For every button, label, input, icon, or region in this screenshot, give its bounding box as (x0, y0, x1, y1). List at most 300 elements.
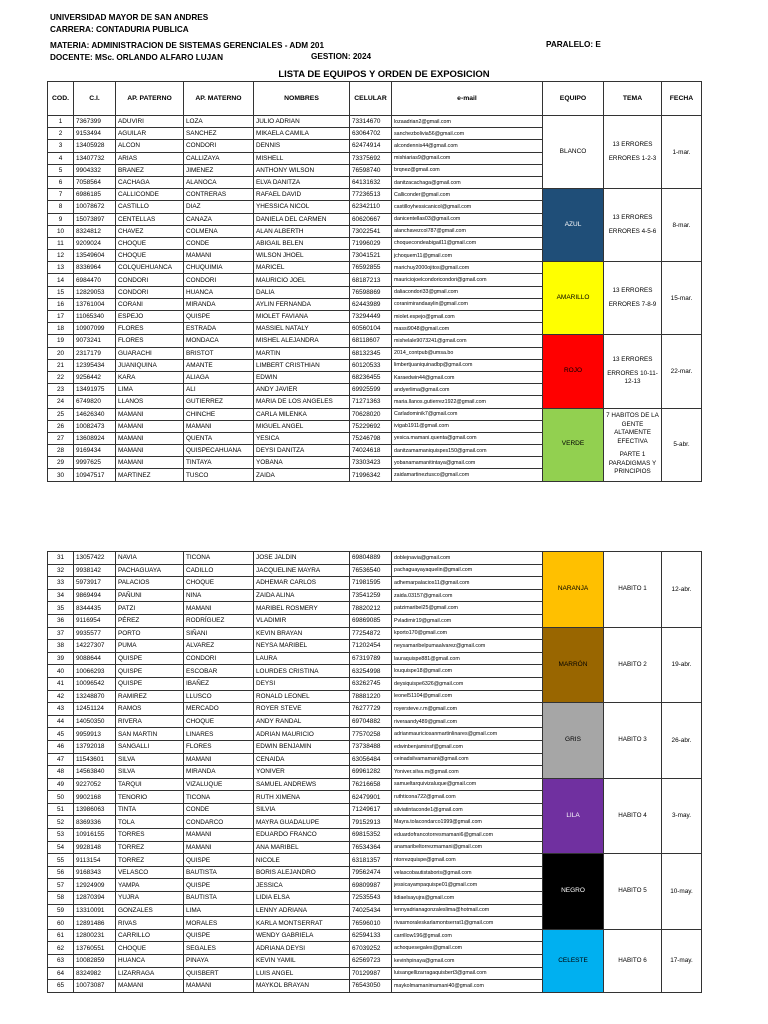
cod-cell: 60 (48, 917, 74, 930)
cod-cell: 58 (48, 892, 74, 905)
ci-cell: 13491975 (74, 384, 116, 396)
paternal-surname-cell: TENORIO (116, 791, 184, 804)
cod-cell: 53 (48, 829, 74, 842)
ci-cell: 2317179 (74, 347, 116, 359)
ci-cell: 9116954 (74, 614, 116, 627)
cod-cell: 14 (48, 274, 74, 286)
phone-cell: 76277729 (350, 703, 392, 716)
cod-cell: 9 (48, 213, 74, 225)
paternal-surname-cell: CHOQUE (116, 942, 184, 955)
ci-cell: 10073087 (74, 980, 116, 993)
given-names-cell: ADHEMAR CARLOS (254, 577, 350, 590)
cod-cell: 10 (48, 225, 74, 237)
maternal-surname-cell: QUENTA (184, 432, 254, 444)
paternal-surname-cell: MAMANI (116, 408, 184, 420)
given-names-cell: KEVIN BRAYAN (254, 627, 350, 640)
paternal-surname-cell: VELASCO (116, 866, 184, 879)
email-cell: ntorrezquispe@gmail.com (392, 854, 543, 867)
email-cell: yobanamamanitintaya@gmail.com (392, 457, 543, 469)
ci-cell: 13608924 (74, 432, 116, 444)
paternal-surname-cell: SANGALLI (116, 740, 184, 753)
given-names-cell: JULIO ADRIAN (254, 116, 350, 128)
given-names-cell: WENDY GABRIELA (254, 929, 350, 942)
paternal-surname-cell: FLORES (116, 335, 184, 347)
given-names-cell: MISHELL (254, 152, 350, 164)
table-row (48, 627, 702, 640)
date-cell: 15-mar. (662, 262, 702, 335)
maternal-surname-cell: CHUQUIMIA (184, 262, 254, 274)
cod-cell: 8 (48, 201, 74, 213)
email-cell: alcondennis44@gmail.com (392, 140, 543, 152)
phone-cell: 63262745 (350, 677, 392, 690)
cod-cell: 31 (48, 552, 74, 565)
phone-cell: 64131632 (350, 176, 392, 188)
topic-cell (604, 627, 662, 703)
given-names-cell: CENAIDA (254, 753, 350, 766)
cod-cell: 19 (48, 335, 74, 347)
ci-cell: 10066293 (74, 665, 116, 678)
ci-cell: 10082473 (74, 420, 116, 432)
ci-cell: 9904332 (74, 164, 116, 176)
paternal-surname-cell: CONDORI (116, 274, 184, 286)
maternal-surname-cell: LINARES (184, 728, 254, 741)
ci-cell: 13405928 (74, 140, 116, 152)
maternal-surname-cell: BRISTOT (184, 347, 254, 359)
paternal-surname-cell: ESPEJO (116, 311, 184, 323)
ci-cell: 9935577 (74, 627, 116, 640)
email-cell: yesica.mamani.quenta@gmail.com (392, 432, 543, 444)
phone-cell: 72535543 (350, 892, 392, 905)
topic-line: ERRORES 4-5-6 (608, 227, 657, 235)
given-names-cell: YOBANA (254, 457, 350, 469)
ci-cell: 10078672 (74, 201, 116, 213)
paternal-surname-cell: COLQUEHUANCA (116, 262, 184, 274)
ci-cell: 13407732 (74, 152, 116, 164)
phone-cell: 79562474 (350, 866, 392, 879)
given-names-cell: EDUARDO FRANCO (254, 829, 350, 842)
email-cell: lennyadrianagonzaleslima@hotmail.com (392, 904, 543, 917)
maternal-surname-cell: LIMA (184, 904, 254, 917)
given-names-cell: RAFAEL DAVID (254, 189, 350, 201)
date-cell: 5-abr. (662, 408, 702, 481)
maternal-surname-cell: MAMANI (184, 753, 254, 766)
email-cell: zaidamartineztusco@gmail.com (392, 469, 543, 481)
phone-cell: 73303423 (350, 457, 392, 469)
maternal-surname-cell: ESTRADA (184, 323, 254, 335)
topic-line: 13 ERRORES (612, 287, 653, 295)
given-names-cell: ELVA DANITZA (254, 176, 350, 188)
phone-cell: 68132345 (350, 347, 392, 359)
paternal-surname-cell: QUISPE (116, 652, 184, 665)
ci-cell: 9168343 (74, 866, 116, 879)
topic-line: HABITO 4 (618, 811, 647, 819)
paternal-surname-cell: CENTELLAS (116, 213, 184, 225)
ci-cell: 9997625 (74, 457, 116, 469)
ci-cell: 12829053 (74, 286, 116, 298)
table-row (48, 778, 702, 791)
given-names-cell: ZAIDA (254, 469, 350, 481)
cod-cell: 30 (48, 469, 74, 481)
email-cell: achoquesegales@gmail.com (392, 942, 543, 955)
given-names-cell: MIKAELA CAMILA (254, 128, 350, 140)
table-row (48, 116, 702, 128)
paternal-surname-cell: CASTILLO (116, 201, 184, 213)
career-label: CARRERA: CONTADURIA PUBLICA (50, 25, 189, 34)
ci-cell: 8344435 (74, 602, 116, 615)
cod-cell: 52 (48, 816, 74, 829)
given-names-cell: NICOLE (254, 854, 350, 867)
date-cell: 8-mar. (662, 189, 702, 262)
cod-cell: 44 (48, 715, 74, 728)
ci-cell: 7058564 (74, 176, 116, 188)
phone-cell: 60120533 (350, 359, 392, 371)
paternal-surname-cell: MAMANI (116, 445, 184, 457)
given-names-cell: JACQUELINE MAYRA (254, 564, 350, 577)
phone-cell: 60620667 (350, 213, 392, 225)
email-cell: lozaadrian2@gmail.com (392, 116, 543, 128)
phone-cell: 78881220 (350, 690, 392, 703)
phone-cell: 69704882 (350, 715, 392, 728)
given-names-cell: ALAN ALBERTH (254, 225, 350, 237)
email-cell: rivasmoraleskarlamontserrat1@gmail.com (392, 917, 543, 930)
given-names-cell: DEYSI DANITZA (254, 445, 350, 457)
topic-line: 13 ERRORES (612, 214, 653, 222)
maternal-surname-cell: CHINCHE (184, 408, 254, 420)
email-cell: riveraandy489@gmail.com (392, 715, 543, 728)
phone-cell: 60560104 (350, 323, 392, 335)
given-names-cell: MARICEL (254, 262, 350, 274)
email-cell: ruthticona722@gmail.com (392, 791, 543, 804)
col-header: FECHA (662, 82, 702, 116)
ci-cell: 8324812 (74, 225, 116, 237)
phone-cell: 73375692 (350, 152, 392, 164)
given-names-cell: LENNY ADRIANA (254, 904, 350, 917)
paternal-surname-cell: QUISPE (116, 677, 184, 690)
given-names-cell: JESSICA (254, 879, 350, 892)
given-names-cell: ANA MARIBEL (254, 841, 350, 854)
phone-cell: 73022541 (350, 225, 392, 237)
given-names-cell: ANDY RANDAL (254, 715, 350, 728)
given-names-cell: YONIVER (254, 766, 350, 779)
maternal-surname-cell: QUISPE (184, 854, 254, 867)
topic-cell (604, 262, 662, 335)
ci-cell: 12891486 (74, 917, 116, 930)
phone-cell: 69961282 (350, 766, 392, 779)
phone-cell: 76598869 (350, 286, 392, 298)
email-cell: deysiquispe6326@gmail.com (392, 677, 543, 690)
given-names-cell: SAMUEL ANDREWS (254, 778, 350, 791)
given-names-cell: LUIS ANGEL (254, 967, 350, 980)
phone-cell: 63056484 (350, 753, 392, 766)
university-name: UNIVERSIDAD MAYOR DE SAN ANDRES (50, 13, 209, 22)
cod-cell: 2 (48, 128, 74, 140)
maternal-surname-cell: MAMANI (184, 602, 254, 615)
topic-cell (604, 778, 662, 854)
maternal-surname-cell: SIÑANI (184, 627, 254, 640)
maternal-surname-cell: PINAYA (184, 955, 254, 968)
paternal-surname-cell: YUJRA (116, 892, 184, 905)
topic-line: 7 HABITOS DE LA (606, 412, 659, 420)
topic-cell (604, 552, 662, 628)
email-cell: jchoquem11@gmail.com (392, 250, 543, 262)
maternal-surname-cell: BAUTISTA (184, 866, 254, 879)
maternal-surname-cell: MERCADO (184, 703, 254, 716)
ci-cell: 12924909 (74, 879, 116, 892)
given-names-cell: MIOLET FAVIANA (254, 311, 350, 323)
team-cell: GRIS (543, 703, 604, 779)
email-cell: 2014_contpub@umsa.bo (392, 347, 543, 359)
cod-cell: 15 (48, 286, 74, 298)
ci-cell: 6986185 (74, 189, 116, 201)
paternal-surname-cell: PÉREZ (116, 614, 184, 627)
paternal-surname-cell: HUANCA (116, 955, 184, 968)
cod-cell: 17 (48, 311, 74, 323)
maternal-surname-cell: CONDARCO (184, 816, 254, 829)
phone-cell: 74024618 (350, 445, 392, 457)
email-cell: kevinhpinaya@gmail.com (392, 955, 543, 968)
team-cell: ROJO (543, 335, 604, 408)
email-cell: edwinbenjaminsf@gmail.com (392, 740, 543, 753)
given-names-cell: NEYSA MARIBEL (254, 640, 350, 653)
phone-cell: 63064702 (350, 128, 392, 140)
ci-cell: 7367399 (74, 116, 116, 128)
email-cell: maykolmamanimamani40@gmail.com (392, 980, 543, 993)
given-names-cell: MASSIEL NATALY (254, 323, 350, 335)
given-names-cell: DANIELA DEL CARMEN (254, 213, 350, 225)
cod-cell: 25 (48, 408, 74, 420)
phone-cell: 68118607 (350, 335, 392, 347)
cod-cell: 38 (48, 640, 74, 653)
page-title: LISTA DE EQUIPOS Y ORDEN DE EXPOSICION (278, 69, 490, 80)
ci-cell: 10947517 (74, 469, 116, 481)
maternal-surname-cell: SANCHEZ (184, 128, 254, 140)
date-cell: 3-may. (662, 778, 702, 854)
ci-cell: 14626340 (74, 408, 116, 420)
paternal-surname-cell: PALACIOS (116, 577, 184, 590)
cod-cell: 45 (48, 728, 74, 741)
email-cell: maria.llanos.gutierrez1922@gmail.com (392, 396, 543, 408)
phone-cell: 69869085 (350, 614, 392, 627)
maternal-surname-cell: CALLIZAYA (184, 152, 254, 164)
given-names-cell: YESICA (254, 432, 350, 444)
cod-cell: 22 (48, 371, 74, 383)
paternal-surname-cell: MAMANI (116, 980, 184, 993)
paternal-surname-cell: SAN MARTIN (116, 728, 184, 741)
cod-cell: 62 (48, 942, 74, 955)
cod-cell: 63 (48, 955, 74, 968)
maternal-surname-cell: CANAZA (184, 213, 254, 225)
maternal-surname-cell: NINA (184, 589, 254, 602)
topic-cell (604, 854, 662, 930)
cod-cell: 57 (48, 879, 74, 892)
ci-cell: 15073897 (74, 213, 116, 225)
given-names-cell: MISHEL ALEJANDRA (254, 335, 350, 347)
email-cell: kporto170@gmail.com (392, 627, 543, 640)
phone-cell: 69925599 (350, 384, 392, 396)
email-cell: Karaedwin44@gmail.com (392, 371, 543, 383)
col-header: TEMA (604, 82, 662, 116)
table-row (48, 854, 702, 867)
paternal-surname-cell: KARA (116, 371, 184, 383)
cod-cell: 32 (48, 564, 74, 577)
email-cell: neysamaribelpumaalvarez@gmail.com (392, 640, 543, 653)
paternal-surname-cell: RAMOS (116, 703, 184, 716)
col-header: e-mail (392, 82, 543, 116)
email-cell: lauraquispe881@gmail.com (392, 652, 543, 665)
ci-cell: 9088644 (74, 652, 116, 665)
team-cell: NARANJA (543, 552, 604, 628)
paternal-surname-cell: QUISPE (116, 665, 184, 678)
ci-cell: 9227052 (74, 778, 116, 791)
topic-cell (604, 408, 662, 481)
email-cell: danicentellas03@gmail.com (392, 213, 543, 225)
maternal-surname-cell: QUISPECAHUANA (184, 445, 254, 457)
phone-cell: 75229692 (350, 420, 392, 432)
paternal-surname-cell: RIVERA (116, 715, 184, 728)
given-names-cell: LOURDES CRISTINA (254, 665, 350, 678)
cod-cell: 7 (48, 189, 74, 201)
given-names-cell: DALIA (254, 286, 350, 298)
paternal-surname-cell: CALLICONDE (116, 189, 184, 201)
maternal-surname-cell: MAMANI (184, 829, 254, 842)
ci-cell: 9153494 (74, 128, 116, 140)
paternal-surname-cell: MARTINEZ (116, 469, 184, 481)
phone-cell: 73541259 (350, 589, 392, 602)
table-row (48, 552, 702, 565)
email-cell: louquispe18@gmail.com (392, 665, 543, 678)
paternal-surname-cell: TOLA (116, 816, 184, 829)
topic-line: ERRORES 7-8-9 (608, 300, 657, 308)
maternal-surname-cell: TICONA (184, 552, 254, 565)
given-names-cell: LAURA (254, 652, 350, 665)
paternal-surname-cell: TORREZ (116, 841, 184, 854)
paternal-surname-cell: RAMIREZ (116, 690, 184, 703)
phone-cell: 76543050 (350, 980, 392, 993)
given-names-cell: MAURICIO JOEL (254, 274, 350, 286)
team-cell: CELESTE (543, 929, 604, 992)
topic-line: 13 ERRORES (612, 141, 653, 149)
paternal-surname-cell: AGUILAR (116, 128, 184, 140)
email-cell: sanchezbolivia56@gmail.com (392, 128, 543, 140)
cod-cell: 40 (48, 665, 74, 678)
given-names-cell: MARTIN (254, 347, 350, 359)
ci-cell: 12395434 (74, 359, 116, 371)
ci-cell: 9938142 (74, 564, 116, 577)
cod-cell: 33 (48, 577, 74, 590)
cod-cell: 65 (48, 980, 74, 993)
phone-cell: 69809987 (350, 879, 392, 892)
date-cell: 10-may. (662, 854, 702, 930)
email-cell: carrillow196@gmail.com (392, 929, 543, 942)
maternal-surname-cell: TICONA (184, 791, 254, 804)
email-cell: leonel51104@gmail.com (392, 690, 543, 703)
maternal-surname-cell: TUSCO (184, 469, 254, 481)
ci-cell: 10096542 (74, 677, 116, 690)
cod-cell: 6 (48, 176, 74, 188)
maternal-surname-cell: IBAÑEZ (184, 677, 254, 690)
phone-cell: 62594133 (350, 929, 392, 942)
date-cell: 1-mar. (662, 116, 702, 189)
topic-line: PRINCIPIOS (614, 468, 651, 476)
maternal-surname-cell: CONDORI (184, 140, 254, 152)
given-names-cell: EDWIN BENJAMIN (254, 740, 350, 753)
maternal-surname-cell: GUTIERREZ (184, 396, 254, 408)
phone-cell: 71249617 (350, 803, 392, 816)
maternal-surname-cell: MAMANI (184, 250, 254, 262)
given-names-cell: RUTH XIMENA (254, 791, 350, 804)
cod-cell: 48 (48, 766, 74, 779)
email-cell: doblejnavia@gmail.com (392, 552, 543, 565)
paternal-surname-cell: JUANIQUINA (116, 359, 184, 371)
paternal-surname-cell: MAMANI (116, 457, 184, 469)
maternal-surname-cell: FLORES (184, 740, 254, 753)
cod-cell: 56 (48, 866, 74, 879)
teacher-label: DOCENTE: MSc. ORLANDO ALFARO LUJAN (50, 53, 223, 62)
phone-cell: 79152913 (350, 816, 392, 829)
paternal-surname-cell: LIMA (116, 384, 184, 396)
date-cell: 12-abr. (662, 552, 702, 628)
paternal-surname-cell: CHOQUE (116, 237, 184, 249)
table-row (48, 703, 702, 716)
email-cell: mishelale9073241@gmail.com (392, 335, 543, 347)
email-cell: adrianmauriciosanmartinlinares@gmail.com (392, 728, 543, 741)
cod-cell: 1 (48, 116, 74, 128)
paternal-surname-cell: ADUVIRI (116, 116, 184, 128)
ci-cell: 13057422 (74, 552, 116, 565)
maternal-surname-cell: MIRANDA (184, 766, 254, 779)
ci-cell: 10916155 (74, 829, 116, 842)
topic-line: PARADIGMAS Y (608, 459, 657, 467)
paternal-surname-cell: CARRILLO (116, 929, 184, 942)
date-cell: 17-may. (662, 929, 702, 992)
topic-line: 13 ERRORES (612, 356, 653, 364)
cod-cell: 59 (48, 904, 74, 917)
email-cell: massi9048@gmail.com (392, 323, 543, 335)
given-names-cell: ANDY JAVIER (254, 384, 350, 396)
ci-cell: 9902168 (74, 791, 116, 804)
maternal-surname-cell: LOZA (184, 116, 254, 128)
col-header: AP. MATERNO (184, 82, 254, 116)
phone-cell: 63254998 (350, 665, 392, 678)
paternal-surname-cell: ARIAS (116, 152, 184, 164)
topic-line: HABITO 5 (618, 887, 647, 895)
team-cell: AMARILLO (543, 262, 604, 335)
cod-cell: 23 (48, 384, 74, 396)
email-cell: jessicayampaquispe01@gmail.com (392, 879, 543, 892)
col-header: C.I. (74, 82, 116, 116)
cod-cell: 26 (48, 420, 74, 432)
email-cell: luisangellizarragaquisbert3@gmail.com (392, 967, 543, 980)
topic-cell (604, 189, 662, 262)
paternal-surname-cell: TORREZ (116, 854, 184, 867)
maternal-surname-cell: MAMANI (184, 841, 254, 854)
topic-line: 12-13 (624, 378, 641, 386)
ci-cell: 9869494 (74, 589, 116, 602)
phone-cell: 76534364 (350, 841, 392, 854)
phone-cell: 62474914 (350, 140, 392, 152)
ci-cell: 12451124 (74, 703, 116, 716)
ci-cell: 13549604 (74, 250, 116, 262)
team-table-2 (47, 551, 702, 993)
maternal-surname-cell: TINTAYA (184, 457, 254, 469)
team-cell: LILA (543, 778, 604, 854)
date-cell: 19-abr. (662, 627, 702, 703)
given-names-cell: KARLA MONTSERRAT (254, 917, 350, 930)
paternal-surname-cell: SILVA (116, 766, 184, 779)
ci-cell: 11543601 (74, 753, 116, 766)
paternal-surname-cell: CACHAGA (116, 176, 184, 188)
given-names-cell: WILSON JHOEL (254, 250, 350, 262)
